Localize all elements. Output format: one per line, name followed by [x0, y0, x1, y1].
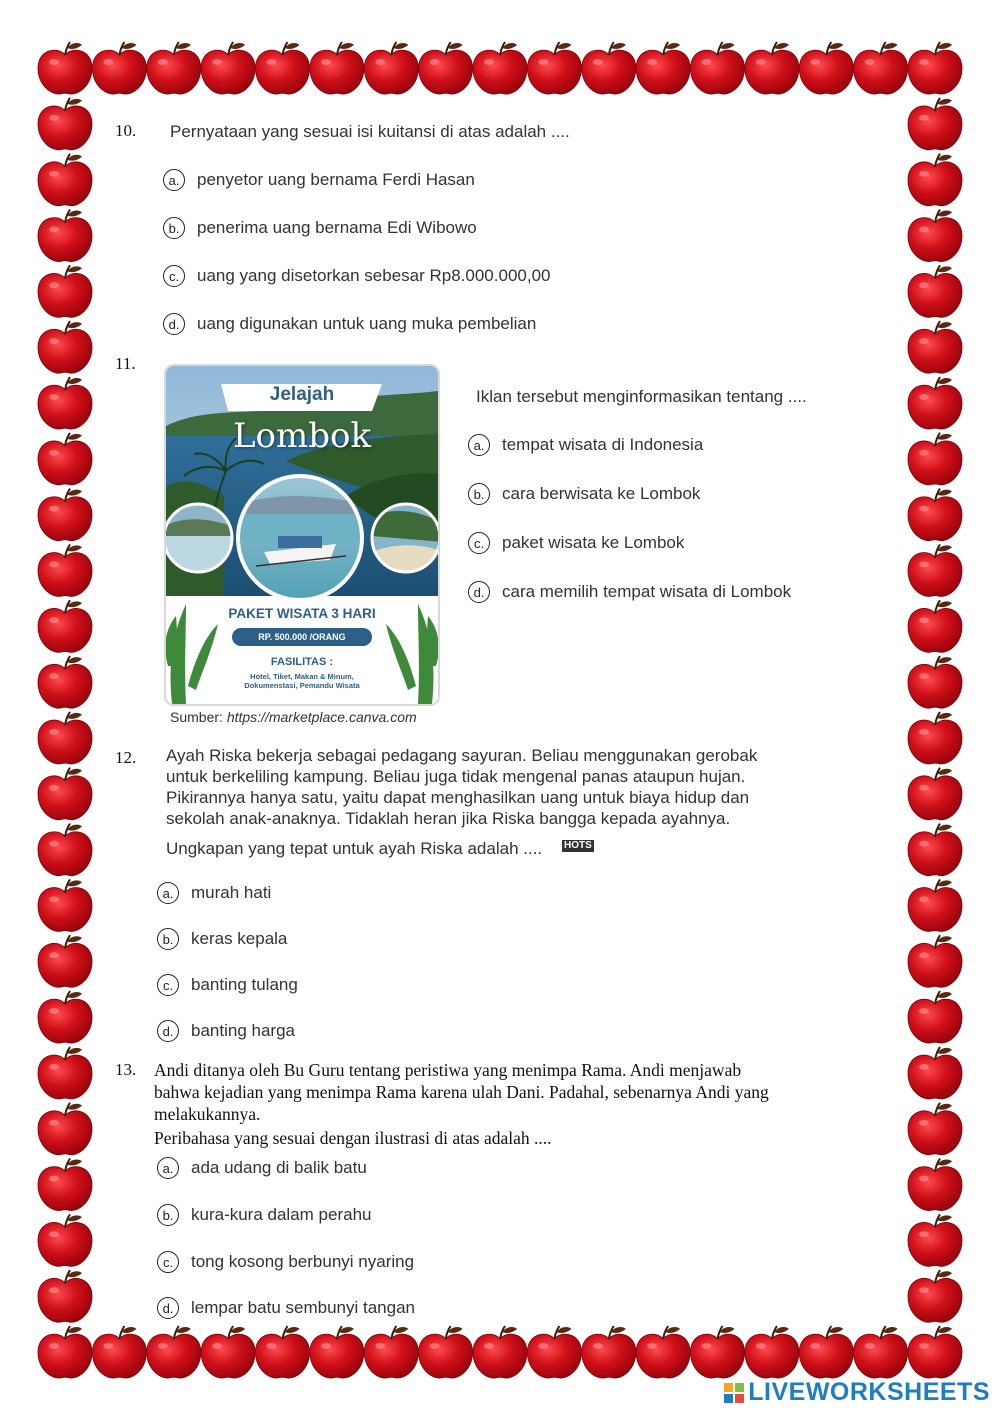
question-13-line2: bahwa kejadian yang menimpa Rama karena ulah Dani. Padahal, sebenarnya Andi yang: [154, 1082, 769, 1102]
option-letter-circle: a.: [157, 882, 179, 904]
apple-icon: [38, 1103, 92, 1155]
apple-icon: [38, 321, 92, 373]
apple-icon: [908, 712, 962, 764]
option-letter-circle: b.: [157, 1204, 179, 1226]
option-text: banting tulang: [191, 975, 298, 994]
question-13-line1: Andi ditanya oleh Bu Guru tentang peristiwa yang menimpa Rama. Andi menjawab: [154, 1060, 742, 1080]
apple-icon: [908, 1047, 962, 1099]
option-letter-circle: d.: [157, 1020, 179, 1042]
ad-price: RP. 500.000 /ORANG: [258, 632, 346, 642]
option-text: lempar batu sembunyi tangan: [191, 1298, 415, 1317]
apple-icon: [364, 1326, 418, 1378]
apple-icon: [636, 42, 690, 94]
apple-icon: [473, 1326, 527, 1378]
option-letter-circle: b.: [163, 217, 185, 239]
apple-icon: [364, 42, 418, 94]
apple-icon: [92, 1326, 146, 1378]
question-13-line3: melakukannya.: [154, 1104, 261, 1124]
option-text: banting harga: [191, 1021, 295, 1040]
liveworksheets-logo[interactable]: [724, 1378, 990, 1407]
apple-icon: [38, 879, 92, 931]
apple-icon: [908, 1103, 962, 1155]
apple-icon: [38, 712, 92, 764]
q10-option-d[interactable]: [163, 311, 536, 337]
apple-icon: [745, 42, 799, 94]
option-letter-circle: b.: [468, 483, 490, 505]
apple-icon: [908, 879, 962, 931]
apple-icon: [38, 1159, 92, 1211]
apple-icon: [38, 768, 92, 820]
question-10-text: Pernyataan yang sesuai isi kuitansi di atas adalah ....: [170, 122, 570, 141]
apple-icon: [38, 935, 92, 987]
apple-icon: [908, 210, 962, 262]
apple-icon: [691, 42, 745, 94]
apple-icon: [908, 1326, 962, 1378]
brand-name: LIVEWORKSHEETS: [748, 1378, 990, 1406]
ad-facilities-label: FASILITAS :: [270, 656, 334, 668]
question-11-text: Iklan tersebut menginformasikan tentang ....: [476, 387, 807, 406]
apple-icon: [908, 1214, 962, 1266]
option-letter-circle: d.: [468, 581, 490, 603]
option-letter-circle: d.: [157, 1297, 179, 1319]
apple-icon: [908, 433, 962, 485]
apple-icon: [310, 1326, 364, 1378]
apple-icon: [147, 1326, 201, 1378]
apple-icon: [38, 1270, 92, 1322]
apple-icon: [908, 768, 962, 820]
option-text: kura-kura dalam perahu: [191, 1205, 372, 1224]
source-label: Sumber:: [170, 709, 223, 725]
option-letter-circle: a.: [468, 434, 490, 456]
apple-icon: [38, 544, 92, 596]
q10-option-c[interactable]: [163, 263, 550, 289]
apple-icon: [799, 42, 853, 94]
apple-icon: [38, 1047, 92, 1099]
option-letter-circle: a.: [157, 1157, 179, 1179]
option-letter-circle: c.: [468, 532, 490, 554]
option-text: tempat wisata di Indonesia: [502, 435, 704, 454]
apple-icon: [38, 824, 92, 876]
option-letter-circle: c.: [157, 1251, 179, 1273]
question-12-line1: Ayah Riska bekerja sebagai pedagang sayuran. Beliau menggunakan gerobak: [166, 746, 758, 765]
question-11-number: 11.: [115, 354, 136, 373]
apple-icon: [201, 42, 255, 94]
apple-icon: [92, 42, 146, 94]
apple-icon: [908, 991, 962, 1043]
option-text: murah hati: [191, 883, 272, 902]
apple-icon: [38, 42, 92, 94]
q10-option-a[interactable]: [163, 167, 475, 193]
option-letter-circle: c.: [157, 974, 179, 996]
q11-option-a[interactable]: [468, 432, 703, 458]
apple-icon: [38, 377, 92, 429]
question-12-line4: sekolah anak-anaknya. Tidaklah heran jika Riska bangga kepada ayahnya.: [166, 809, 731, 828]
q13-option-b[interactable]: [157, 1202, 371, 1228]
q10-option-b[interactable]: [163, 215, 477, 241]
question-12-prompt: Ungkapan yang tepat untuk ayah Riska adalah ....: [166, 839, 543, 858]
apple-icon: [908, 489, 962, 541]
apple-icon: [799, 1326, 853, 1378]
apple-icon: [419, 42, 473, 94]
option-text: cara memilih tempat wisata di Lombok: [502, 582, 792, 601]
q13-option-c[interactable]: [157, 1249, 414, 1275]
apple-icon: [527, 42, 581, 94]
question-12-line3: Pikirannya hanya satu, yaitu dapat menghasilkan uang untuk biaya hidup dan: [166, 788, 750, 807]
q12-option-a[interactable]: [157, 880, 271, 906]
apple-icon: [527, 1326, 581, 1378]
ad-facilities-line2: Dokumenstasi, Pemandu Wisata: [244, 681, 360, 690]
ad-title: Lombok: [232, 416, 372, 456]
option-text: cara berwisata ke Lombok: [502, 484, 701, 503]
apple-icon: [854, 42, 908, 94]
apple-icon: [38, 210, 92, 262]
apple-icon: [38, 600, 92, 652]
apple-icon: [908, 600, 962, 652]
option-text: penyetor uang bernama Ferdi Hasan: [197, 170, 475, 189]
apple-icon: [582, 1326, 636, 1378]
apple-icon: [854, 1326, 908, 1378]
ad-facilities-line1: Hotel, Tiket, Makan & Minum,: [250, 672, 354, 681]
question-13-prompt: Peribahasa yang sesuai dengan ilustrasi di atas adalah ....: [154, 1128, 552, 1148]
ad-source: [170, 709, 417, 725]
question-12-number: 12.: [115, 748, 137, 767]
apple-icon: [636, 1326, 690, 1378]
apple-icon: [38, 1214, 92, 1266]
apple-icon: [201, 1326, 255, 1378]
apple-icon: [38, 98, 92, 150]
apple-icon: [908, 321, 962, 373]
apple-icon: [256, 1326, 310, 1378]
apple-icon: [473, 42, 527, 94]
q11-option-c[interactable]: [468, 530, 684, 556]
q12-option-b[interactable]: [157, 926, 287, 952]
option-text: penerima uang bernama Edi Wibowo: [197, 218, 477, 237]
option-text: tong kosong berbunyi nyaring: [191, 1252, 415, 1271]
question-10-number: 10.: [115, 121, 137, 140]
apple-icon: [908, 544, 962, 596]
q12-option-d[interactable]: [157, 1018, 295, 1044]
option-letter-circle: c.: [163, 265, 185, 287]
apple-icon: [908, 377, 962, 429]
apple-icon: [908, 935, 962, 987]
apple-icon: [908, 42, 962, 94]
apple-icon: [908, 1159, 962, 1211]
apple-icon: [38, 489, 92, 541]
apple-icon: [38, 265, 92, 317]
lombok-travel-ad: [164, 364, 440, 706]
apple-icon: [38, 154, 92, 206]
q13-option-a[interactable]: [157, 1155, 367, 1181]
option-letter-circle: d.: [163, 313, 185, 335]
apple-icon: [419, 1326, 473, 1378]
question-13-number: 13.: [115, 1060, 137, 1079]
apple-icon: [908, 98, 962, 150]
q13-option-d[interactable]: [157, 1295, 415, 1321]
apple-icon: [691, 1326, 745, 1378]
apple-icon: [582, 42, 636, 94]
apple-icon: [38, 656, 92, 708]
apple-icon: [908, 265, 962, 317]
logo-grid-icon: [724, 1383, 744, 1403]
option-text: uang yang disetorkan sebesar Rp8.000.000,00: [197, 266, 551, 285]
apple-icon: [310, 42, 364, 94]
hots-badge: HOTS: [564, 840, 592, 851]
ad-package: PAKET WISATA 3 HARI: [228, 606, 376, 621]
q11-option-b[interactable]: [468, 481, 700, 507]
question-12-line2: untuk berkeliling kampung. Beliau juga tidak mengenal panas ataupun hujan.: [166, 767, 746, 786]
q11-option-d[interactable]: [468, 579, 791, 605]
apple-icon: [908, 1270, 962, 1322]
apple-icon: [745, 1326, 799, 1378]
option-text: paket wisata ke Lombok: [502, 533, 685, 552]
option-text: ada udang di balik batu: [191, 1158, 367, 1177]
option-text: uang digunakan untuk uang muka pembelian: [197, 314, 537, 333]
option-text: keras kepala: [191, 929, 288, 948]
source-url: https://marketplace.canva.com: [226, 709, 417, 725]
option-letter-circle: a.: [163, 169, 185, 191]
ad-heading: Jelajah: [269, 384, 335, 405]
apple-icon: [908, 824, 962, 876]
q12-option-c[interactable]: [157, 972, 298, 998]
apple-icon: [908, 656, 962, 708]
option-letter-circle: b.: [157, 928, 179, 950]
apple-icon: [38, 1326, 92, 1378]
apple-icon: [908, 154, 962, 206]
apple-icon: [38, 991, 92, 1043]
apple-icon: [147, 42, 201, 94]
apple-icon: [38, 433, 92, 485]
apple-icon: [256, 42, 310, 94]
